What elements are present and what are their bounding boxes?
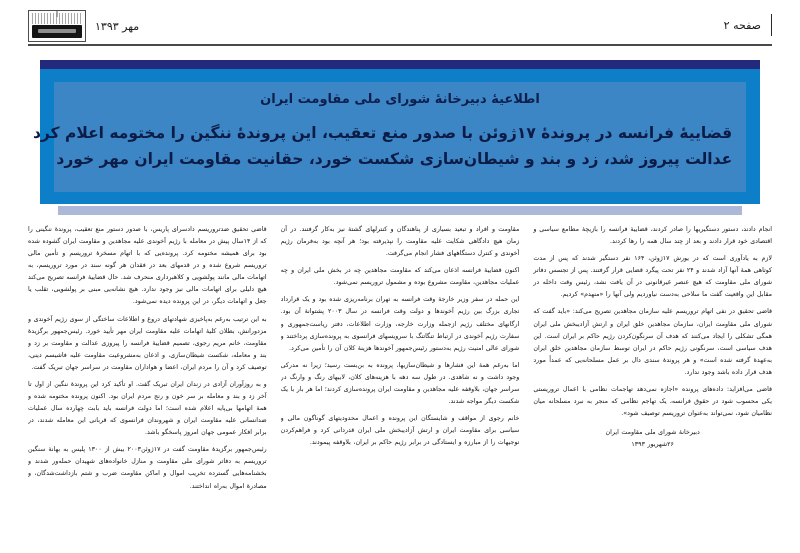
- paragraph: اما به‌رغم همهٔ این فشارها و شیطان‌سازیها، پرونده به بن‌بست رسید؛ زیرا نه مدرکی وجود داشت و نه شاهدی. در طول سه دهه با هزینه‌های کلان، لابیهای رنگ و وارنگ در سراسر جهان، بلاوقفه علیه مجاهدین و مقاومت ایران پرونده‌سازی کردند؛ اما هر بار با یک شکست دیگر مواجه شدند.: [280, 361, 520, 406]
- announcement-banner: [32, 60, 760, 215]
- masthead-rule: [28, 44, 772, 46]
- paragraph: قاضی می‌افزاید: داده‌های پرونده «اجازه نمی‌دهد تهاجمات نظامی با اعمال تروریستی یکی محسوب شود در حقوق فرانسه، یک تهاجم نظامی که منجر به نبرد مسلحانه میان نظامیان شود، نمی‌تواند به‌عنوان تروریسم توصیف شود».: [533, 385, 773, 418]
- headline-line-2: عدالت پیروز شد، زد و بند و شیطان‌سازی شکست خورد، حقانیت مقاومت ایران مهر خورد: [56, 149, 733, 168]
- paragraph: رئیس‌جمهور برگزیدهٔ مقاومت گفت در ۱۷ژوئن۲۰۰۳ بیش از ۱۳۰۰ پلیس به بهانهٔ سنگین تروریسم به دفاتر شورای ملی مقاومت و منازل خانواده‌های شهیدان حمله‌ور شدند و بخشنامه‌هایی گسترده تخریب اموال و اماکن مقاومت ضرب و شتم بازداشت‌شدگان، و مصادرهٔ اموال به‌راه انداختند.: [28, 446, 267, 490]
- logo-wordmark: [32, 25, 82, 38]
- headline-line-1: قضاییهٔ فرانسه در پروندهٔ ۱۷ژوئن با صدور منع تعقیب، این پروندهٔ ننگین را مختومه اعلام کرد: [32, 124, 733, 143]
- article-body: [28, 224, 772, 544]
- masthead-right-group: [724, 14, 772, 36]
- paragraph: و به روزآوران آزادی در زندان ایران تبریک گفت. او تأکید کرد این پروندهٔ ننگین از اول تا آخر زد و بند و معامله بر سر خون و رنج مردم ایران بود. اکنون پرونده مختومه شده و همهٔ اتهامها بی‌پایه اعلام شده است؛ اما دولت فرانسه باید بابت چهارده سال عملیات ضدانسانی علیه مقاومت ایران و شهروندان فرانسوی که قربانی این معامله شدند، در برابر افکار عمومی جهان امروز پاسخگو باشد.: [28, 380, 267, 437]
- paragraph: انجام دادند، دستور دستگیریها را صادر کردند، قضاییهٔ فرانسه را بازیچهٔ مطامع سیاسی و اقتصادی خود قرار دادند و بعد از چند سال همه را رها کردند.: [533, 226, 773, 246]
- paragraph: اکنون قضاییهٔ فرانسه اذعان می‌کند که مقاومت مجاهدین چه در بخش ملی ایران و چه عملیات مجاهدین، مقاومت مشروع بوده و مشمول تروریسم نمی‌شود.: [280, 267, 520, 287]
- signature-date: ۲۶شهریور ۱۳۹۳: [631, 441, 674, 449]
- paragraph: مقاومت و افراد و تبعید بسیاری از پناهندگان و کنترلهای گشتهٔ نیز به‌کار گرفتند. در آن زمان هیچ دادگاهی شکایت علیه مقاومت را نپذیرفته بود؛ هر آنچه بود به‌فرمان رژیم آخوندی و کنترل دستگاههای فشار انجام می‌گرفت.: [280, 226, 520, 258]
- logo-engraving: [32, 13, 82, 24]
- paragraph: قاضی تحقیق ضدتروریسم دادسرای پاریس، با صدور دستور منع تعقیب، پروندهٔ ننگینی را که از ۱۴سال پیش در معامله با رژیم آخوندی علیه مجاهدین و مقاومت ایران گشوده شده بود برای همیشه مختومه کرد. پرونده‌یی که با اتهام مسخرهٔ تروریسم و تأمین مالی تروریسم شروع شده و در قدمهای بعد در فقدان هر گونه سند در مورد تروریسم، به اتهامات مالی مانند پولشویی و کلاهبرداری منحرف شد. حال قضاییهٔ فرانسه تصریح می‌کند هیچ دلیلی برای اتهامات مالی نیز وجود ندارد. هیچ نشانه‌یی مبنی بر پولشویی، تقلب یا جعل و اتهامات دیگر، در این پرونده دیده نمی‌شود.: [28, 226, 267, 306]
- article-signature: [533, 427, 772, 451]
- article-column-left: [533, 224, 772, 544]
- paragraph: خانم رجوی از مواقف و شایستگان این پرونده و اعمال محدودیتهای گوناگون مالی و سیاسی برای مقاومت ایران و ارتش آزادیبخش ملی ایران قدردانی کرد و فراهم‌کردن توجیهات را از مبارزه و ایستادگی در برابر رژیم حاکم بر ایران، بلاوقفه پیمودند.: [280, 415, 520, 447]
- masthead-divider: [771, 14, 772, 36]
- newspaper-nameplate-logo-icon: [28, 10, 86, 42]
- article-column-right: [28, 224, 267, 544]
- page-number: صفحه ۲: [723, 18, 761, 32]
- banner-headline: [32, 121, 733, 172]
- banner-kicker: اطلاعیهٔ دبیرخانهٔ شورای ملی مقاومت ایران: [260, 92, 540, 107]
- issue-date: مهر ۱۳۹۳: [95, 19, 140, 33]
- paragraph: به این ترتیب به‌رغم به‌پاخیزی شهادتهای دروغ و اطلاعات ساختگی از سوی رژیم آخوندی و مزدورانش، بطلان کلیهٔ اتهامات علیه مقاومت ایران مهر تأیید خورد. رئیس‌جمهور برگزیدهٔ مقاومت، خانم مریم رجوی، تصمیم قضاییهٔ فرانسه را پیروزی عدالت و مقاومت بر زد و بند و معامله، شکست شیطان‌سازی، و اذعان به‌مشروعیت مقاومت علیه فاشیسم دینی، توصیف کرد و آن را مردم ایران، اعضا و هواداران مقاومت در سراسر جهان تبریک گفت.: [28, 315, 267, 371]
- article-column-middle: [281, 224, 520, 544]
- masthead: [0, 0, 800, 52]
- paragraph: قاضی تحقیق در نفی اتهام تروریسم علیه سازمان مجاهدین تصریح می‌کند: «باید گفت که شورای ملی مقاومت ایران، سازمان مجاهدین خلق ایران و ارتش آزادیبخش ملی ایران همگی تشکلی را ایجاد می‌کنند که هدف آن سرنگون‌کردن رژیم حاکم بر ایران است. این هدف سیاسی است، سرنگونی رژیم حاکم در ایران توسط سازمان مجاهدین خلق ایران به‌عهدهٔ گرفته شده است» و هر پروندهٔ سندی دال بر عمل مسلحانه‌یی که عمداً مورد هدف قرار داده باشد وجود ندارد.: [533, 308, 773, 376]
- signature-organization: دبیرخانهٔ شورای ملی مقاومت ایران: [605, 429, 700, 437]
- masthead-left-group: [28, 10, 139, 42]
- banner-navy-strip: [40, 60, 760, 69]
- banner-inner-panel: [32, 82, 746, 192]
- paragraph: این حمله در سفر وزیر خارجهٔ وقت فرانسه به تهران برنامه‌ریزی شده بود و یک قرارداد تجاری بزرگ بین رژیم آخوندها و دولت وقت فرانسه در سال ۲۰۰۳ پشتوانهٔ آن بود. ارگانهای مختلف رژیم ازجمله وزارت خارجه، وزارت اطلاعات، دفتر ریاست‌جمهوری و سفارت رژیم آخوندی در ارتباط تنگاتنگ با سرویسهای فرانسوی به پرونده‌سازی پرداختند و شورای عالی امنیت رژیم به‌دستور رئیس‌جمهور آخوندها هزینهٔ کلان آن را تأمین می‌کرد.: [280, 296, 520, 352]
- paragraph: لازم به یادآوری است که در یورش ۱۷ژوئن، ۱۶۴ نفر دستگیر شدند که پس از مدت کوتاهی همهٔ آنها آزاد شدند و ۲۴ نفر تحت پیگرد قضایی قرار گرفتند. پس از تجسس دفاتر شورای ملی مقاومت که هیچ عنصر غیرقانونی در آن یافت نشد، رئیس وقت داخله در مقابل این واقعیت گفت ما سلاحی به‌دست نیاوردیم ولی آنها را «منهدم» کردیم.: [533, 255, 773, 299]
- banner-lavender-strip: [58, 206, 742, 215]
